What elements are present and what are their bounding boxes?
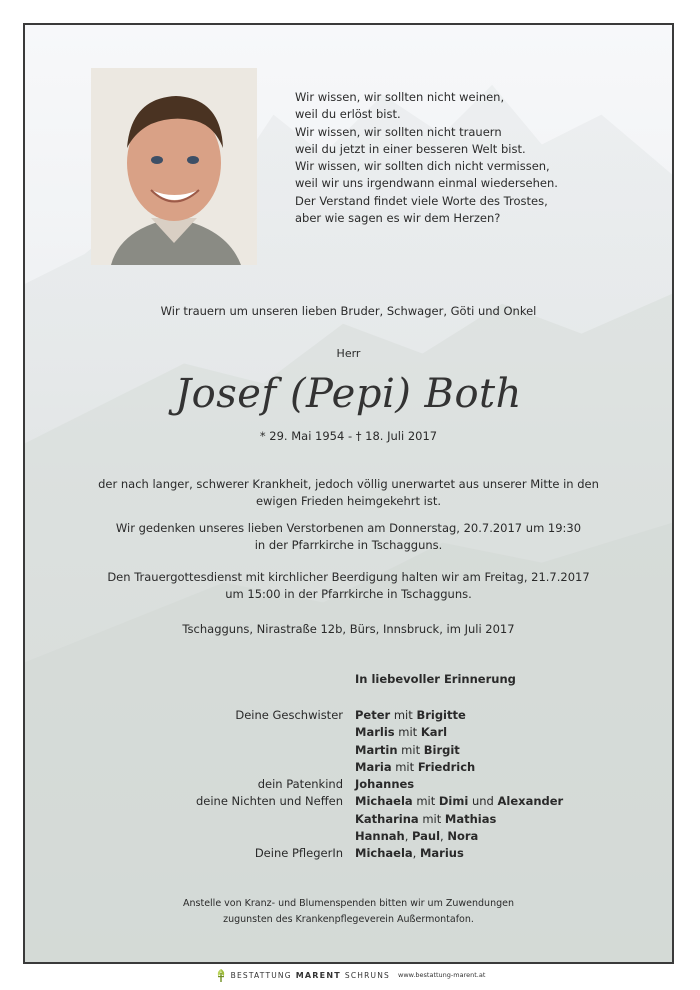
paragraph-prayer <box>25 520 672 553</box>
note-line: zugunsten des Krankenpflegeverein Außermontafon. <box>223 914 474 925</box>
family-row <box>25 793 672 810</box>
poem-line: Der Verstand findet viele Worte des Trostes, <box>295 193 548 208</box>
relation-label: deine Nichten und Neffen <box>195 794 343 809</box>
portrait-photo <box>91 68 257 265</box>
brand-name: MARENT <box>295 970 341 980</box>
family-names: Maria mit Friedrich <box>355 759 476 774</box>
brand-prefix: BESTATTUNG <box>230 970 292 980</box>
family-row <box>25 776 672 793</box>
paragraph-line: der nach langer, schwerer Krankheit, jedoch völlig unerwartet aus unserer Mitte in den <box>98 477 599 491</box>
paragraph-line: in der Pfarrkirche in Tschagguns. <box>254 537 443 552</box>
family-row <box>25 759 672 776</box>
donation-note <box>25 896 672 928</box>
family-row <box>25 742 672 759</box>
intro-text: Wir trauern um unseren lieben Bruder, Schwager, Göti und Onkel <box>160 304 537 318</box>
paragraph-line: ewigen Frieden heimgekehrt ist. <box>255 493 442 508</box>
family-names: Hannah, Paul, Nora <box>355 829 479 844</box>
relation-label: Deine Geschwister <box>235 708 343 722</box>
family-row <box>25 811 672 828</box>
family-row <box>25 707 672 724</box>
portrait-person-icon <box>91 68 257 265</box>
note-line: Anstelle von Kranz- und Blumenspenden bitten wir um Zuwendungen <box>183 898 514 909</box>
paragraph-line: Wir gedenken unseres lieben Verstorbenen am Donnerstag, 20.7.2017 um 19:30 <box>115 521 582 535</box>
relation-label: Deine PflegerIn <box>254 846 343 861</box>
place-date: Tschagguns, Nirastraße 12b, Bürs, Innsbruck, im Juli 2017 <box>182 622 515 636</box>
salutation: Herr <box>336 347 361 360</box>
obituary-card <box>23 23 674 964</box>
poem-line: aber wie sagen es wir dem Herzen? <box>295 211 501 226</box>
family-row <box>25 828 672 845</box>
poem-line: weil wir uns irgendwann einmal wiedersehen. <box>295 176 558 191</box>
poem-line: Wir wissen, wir sollten nicht trauern <box>295 124 502 139</box>
deceased-name: Josef (Pepi) Both <box>175 371 522 417</box>
family-names: Johannes <box>355 777 415 792</box>
family-names: Michaela, Marius <box>355 846 464 861</box>
family-names: Peter mit Brigitte <box>355 708 466 722</box>
family-names: Michaela mit Dimi und Alexander <box>355 794 564 809</box>
poem-line: weil du erlöst bist. <box>295 107 401 122</box>
family-names: Marlis mit Karl <box>355 725 448 740</box>
website-link[interactable]: www.bestattung-marent.at <box>398 971 486 979</box>
family-row <box>25 845 672 862</box>
family-names: Martin mit Birgit <box>355 742 460 757</box>
poem-line: Wir wissen, wir sollten dich nicht vermissen, <box>295 159 550 174</box>
paragraph-passing <box>25 476 672 509</box>
poem <box>295 89 635 227</box>
relation-label: dein Patenkind <box>257 777 343 792</box>
family-list <box>25 707 672 863</box>
brand-place: SCHRUNS <box>344 970 390 980</box>
family-row <box>25 724 672 741</box>
paragraph-line: um 15:00 in der Pfarrkirche in Tschagguns. <box>225 586 472 601</box>
life-dates: * 29. Mai 1954 - † 18. Juli 2017 <box>259 429 438 443</box>
poem-line: weil du jetzt in einer besseren Welt bist. <box>295 141 526 156</box>
poem-line: Wir wissen, wir sollten nicht weinen, <box>295 90 505 104</box>
leaf-cross-logo-icon <box>215 968 227 982</box>
footer <box>0 968 700 986</box>
paragraph-funeral <box>25 569 672 602</box>
family-names: Katharina mit Mathias <box>355 811 497 826</box>
paragraph-line: Den Trauergottesdienst mit kirchlicher Beerdigung halten wir am Freitag, 21.7.2017 <box>107 570 590 584</box>
remember-heading: In liebevoller Erinnerung <box>355 672 516 686</box>
